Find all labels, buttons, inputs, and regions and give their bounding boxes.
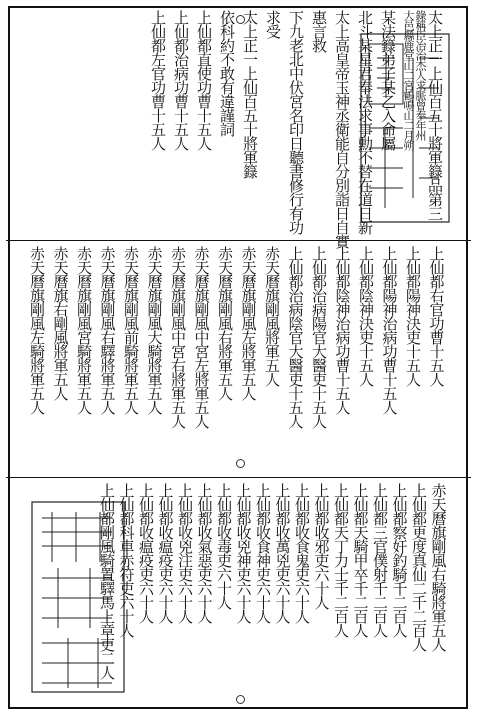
fold-line-1 — [6, 240, 471, 241]
text-column: 赤天曆旗右剛風將軍五人 — [51, 246, 70, 400]
text-column: 上仙都治病陰官大醫吏十五人 — [286, 246, 305, 428]
panel-1 — [10, 10, 466, 248]
text-column: 上仙都陽神治病功曹十五人 — [380, 246, 399, 414]
text-column: 太上正一上仙百五十將軍籙 — [241, 10, 259, 178]
registration-circle-2 — [236, 459, 245, 468]
text-column: 上仙都收瘟疫吏六十人 — [156, 483, 175, 623]
text-column: 上仙都收兇神吏六十人 — [234, 483, 253, 623]
text-column: 上仙都治病功曹十五人 — [172, 10, 190, 150]
text-column: 某法籙弟子某乙入命屬 — [379, 10, 397, 150]
text-column: 上仙都收毒吏六十人 — [215, 483, 233, 609]
text-column: 下九老北中伏宮名印日聽書修行有功 — [287, 10, 305, 234]
text-column: 上仙都更度真仙二千二百人 — [410, 483, 428, 651]
text-column: 惠言救 — [310, 10, 328, 52]
text-column: 上仙都科車赤符吏六十人 — [117, 483, 136, 637]
text-column: 赤天曆旗剛風左騎將軍五人 — [28, 246, 46, 414]
text-column: 上仙都三官僕射千二百人 — [371, 483, 389, 637]
text-column: 上仙都收食鬼吏六十人 — [293, 483, 311, 623]
text-column: 上仙都天騎甲卒千二百人 — [351, 483, 370, 637]
text-column: 太上正一上仙百五十將軍籙品第三 — [426, 10, 444, 220]
text-column: 上仙都收食神吏六十人 — [254, 483, 272, 623]
panel-3 — [10, 483, 466, 705]
text-column: 上仙都陰神治病功曹十五人 — [333, 246, 352, 414]
text-column: 赤天曆旗剛風前騎將軍五人 — [122, 246, 140, 414]
panel-2 — [10, 246, 466, 474]
text-column: 北斗某星君奉法求事勳不替在道日新 — [356, 10, 374, 234]
text-column: 上仙都治病陽官大醫吏十五人 — [310, 246, 328, 428]
text-column: 太上高皇帝玉神丞衛能自分別詣日自實 — [333, 10, 351, 248]
text-column: 上仙都直使功曹十五人 — [195, 10, 213, 150]
text-column: 上仙都剛風騎置驛馬上章吏二人 — [98, 483, 116, 679]
text-column: 赤天曆旗剛風中宮左將軍五人 — [192, 246, 211, 428]
text-column: 上仙都察奸釣騎千二百人 — [390, 483, 409, 637]
text-column: 求受 — [264, 10, 282, 38]
text-column: 赤天曆旗剛風左將軍五人 — [239, 246, 258, 400]
text-column: 赤天曆旗剛風大騎將軍五人 — [145, 246, 164, 414]
text-column: 赤天曆旗剛風中宮右將軍五人 — [169, 246, 187, 428]
text-column: 赤天曆旗剛風將軍五人 — [263, 246, 281, 386]
text-column: 上仙都收萬兇吏六十人 — [273, 483, 292, 623]
text-column: 上仙都收氣惡吏六十人 — [195, 483, 214, 623]
text-column: 上仙都天丁力士千二百人 — [332, 483, 350, 637]
text-column: 赤天曆旗剛風右驛將軍五人 — [98, 246, 117, 414]
registration-circle-1 — [236, 15, 245, 24]
text-column: 赤天曆旗剛風右將軍五人 — [216, 246, 234, 400]
text-column: 赤天曆旗剛風右騎將軍五人 — [429, 483, 448, 651]
text-column: 上仙都收瘟疫吏六十人 — [137, 483, 155, 623]
registration-circle-3 — [236, 695, 245, 704]
text-column: 錄稱臣冶治杰人求脈曾奉年州 — [414, 10, 427, 140]
text-column: 上仙都收兇注吏六十人 — [176, 483, 194, 623]
text-column: 依科約不敢有違謹詞 — [218, 10, 236, 136]
text-column: 赤天曆旗剛風宮騎將軍五人 — [75, 246, 93, 414]
text-column: 大邑縣鹿堂山二宮鶴鳴山二月朔 — [402, 10, 415, 150]
text-column: 上仙都右官功曹十五人 — [427, 246, 446, 386]
text-column: 上仙都收邪吏六十人 — [312, 483, 331, 609]
text-column: 上仙都陽神決吏十五人 — [404, 246, 422, 386]
fold-line-2 — [6, 477, 471, 478]
text-column: 上仙都陰神決吏十五人 — [357, 246, 375, 386]
text-column: 上仙都左官功曹十五人 — [149, 10, 167, 150]
